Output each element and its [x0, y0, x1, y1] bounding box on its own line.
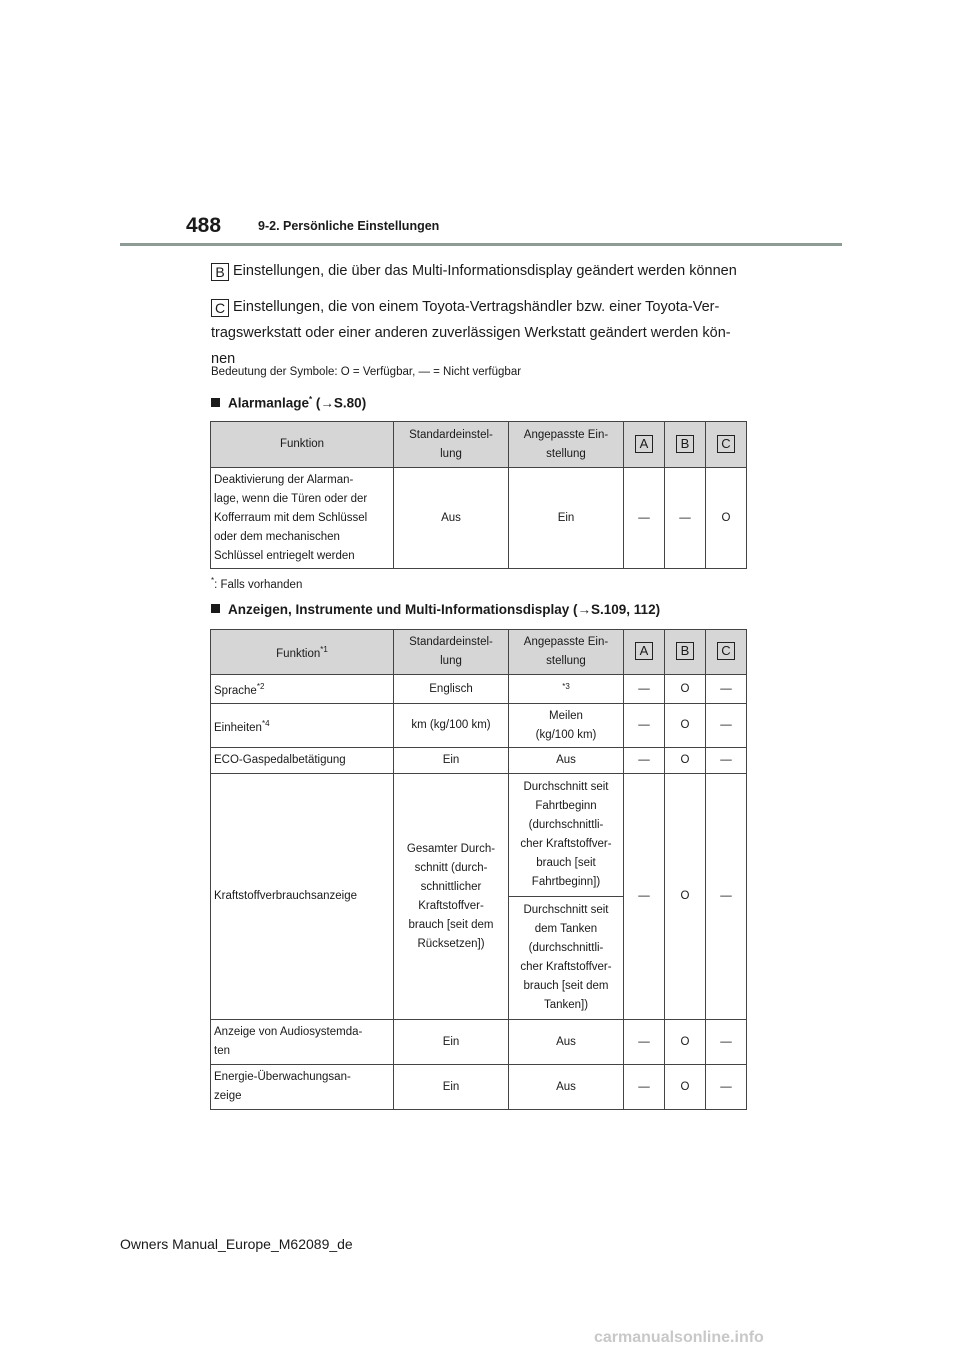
- box-a-icon: A: [635, 435, 653, 453]
- col-funktion: Funktion$^{*1}$: [211, 630, 394, 675]
- alarm-table: [210, 421, 747, 569]
- bullet-square-icon: [211, 398, 220, 407]
- col-b: [665, 422, 706, 468]
- bullet-square-icon: [211, 604, 220, 613]
- cell-b: O: [665, 1020, 706, 1065]
- alarm-ref: (→S.80): [312, 395, 367, 411]
- cell-c: O: [706, 468, 747, 569]
- cell-standard: Ein: [394, 1020, 509, 1065]
- paragraph-c-line1: Einstellungen, die von einem Toyota-Vertragshändler bzw. einer Toyota-Ver-: [233, 299, 720, 315]
- cell-angepasst: Meilen (kg/100 km): [509, 704, 624, 748]
- cell-angepasst: Ein: [509, 468, 624, 569]
- paragraph-b: [211, 261, 771, 281]
- cell-c: —: [706, 748, 747, 774]
- cell-angepasst: Aus: [509, 1020, 624, 1065]
- col-a: [624, 422, 665, 468]
- col-angepasst: Angepasste Ein- stellung: [509, 422, 624, 468]
- col-a: [624, 630, 665, 675]
- cell-standard: Gesamter Durch- schnitt (durch- schnittlicher Kraftstoffver- brauch [seit dem Rücksetzen]): [394, 774, 509, 1020]
- cell-funktion: Deaktivierung der Alarman- lage, wenn die Türen oder der Kofferraum mit dem Schlüssel oder dem mechanischen Schlüssel entriegelt werden: [211, 468, 394, 569]
- box-c-icon: C: [717, 435, 735, 453]
- section-display-heading: [211, 602, 660, 617]
- display-table: [210, 629, 747, 1110]
- cell-angepasst: *3: [509, 675, 624, 704]
- cell-c: —: [706, 1020, 747, 1065]
- table-row: [211, 675, 747, 704]
- box-b-icon: B: [676, 435, 694, 453]
- col-standard: Standardeinstel- lung: [394, 630, 509, 675]
- paragraph-c: [211, 294, 771, 372]
- header-rule: [120, 243, 842, 246]
- alarm-title: Alarmanlage: [228, 395, 310, 411]
- cell-standard: Aus: [394, 468, 509, 569]
- box-b-icon: B: [676, 642, 694, 660]
- footnote: *: Falls vorhanden: [211, 576, 303, 591]
- cell-angepasst: Aus: [509, 748, 624, 774]
- cell-angepasst: Aus: [509, 1065, 624, 1110]
- footer-text: Owners Manual_Europe_M62089_de: [120, 1236, 353, 1252]
- cell-b: O: [665, 675, 706, 704]
- watermark: carmanualsonline.info: [594, 1329, 764, 1346]
- alarm-sup: *: [309, 395, 313, 404]
- display-title: Anzeigen, Instrumente und Multi-Informationsdisplay: [228, 602, 570, 617]
- cell-c: —: [706, 774, 747, 1020]
- cell-standard: km (kg/100 km): [394, 704, 509, 748]
- cell-b: O: [665, 1065, 706, 1110]
- col-angepasst: Angepasste Ein- stellung: [509, 630, 624, 675]
- col-b: [665, 630, 706, 675]
- cell-funktion: Anzeige von Audiosystemda- ten: [211, 1020, 394, 1065]
- box-a-icon: A: [635, 642, 653, 660]
- table-row: [211, 468, 747, 569]
- symbol-legend: Bedeutung der Symbole: O = Verfügbar, — = Nicht verfügbar: [211, 366, 522, 378]
- box-b-icon: B: [211, 263, 229, 281]
- cell-funktion: Kraftstoffverbrauchsanzeige: [211, 774, 394, 1020]
- col-c: [706, 630, 747, 675]
- cell-funktion: Einheiten$^{*4}$: [211, 704, 394, 748]
- box-c-icon: C: [211, 299, 229, 317]
- table-row: [211, 704, 747, 748]
- section-alarm-heading: [211, 395, 366, 411]
- cell-standard: Ein: [394, 1065, 509, 1110]
- cell-a: —: [624, 704, 665, 748]
- cell-a: —: [624, 748, 665, 774]
- cell-b: —: [665, 468, 706, 569]
- col-funktion: Funktion: [211, 422, 394, 468]
- cell-c: —: [706, 704, 747, 748]
- section-title: 9-2. Persönliche Einstellungen: [258, 219, 440, 233]
- paragraph-c-line2: tragswerkstatt oder einer anderen zuverlässigen Werkstatt geändert werden kön-: [211, 325, 731, 341]
- cell-a: —: [624, 468, 665, 569]
- paragraph-c-line3: nen: [211, 351, 236, 367]
- cell-b: O: [665, 748, 706, 774]
- cell-funktion: ECO-Gaspedalbetätigung: [211, 748, 394, 774]
- cell-b: O: [665, 704, 706, 748]
- cell-c: —: [706, 675, 747, 704]
- cell-funktion: Energie-Überwachungsan- zeige: [211, 1065, 394, 1110]
- cell-a: —: [624, 675, 665, 704]
- cell-c: —: [706, 1065, 747, 1110]
- table-row: [211, 774, 747, 897]
- table-row: [211, 748, 747, 774]
- box-c-icon: C: [717, 642, 735, 660]
- page-number: 488: [186, 214, 222, 237]
- cell-funktion: Sprache$^{*2}$: [211, 675, 394, 704]
- paragraph-b-text: Einstellungen, die über das Multi-Informationsdisplay geändert werden können: [233, 263, 737, 279]
- col-standard: Standardeinstel- lung: [394, 422, 509, 468]
- display-ref: (→S.109, 112): [569, 602, 661, 617]
- cell-angepasst: Durchschnitt seit Fahrtbeginn (durchschnittli- cher Kraftstoffver- brauch [seit Fahrtbeginn]): [509, 774, 624, 897]
- col-c: [706, 422, 747, 468]
- table-row: [211, 1065, 747, 1110]
- cell-a: —: [624, 774, 665, 1020]
- cell-standard: Ein: [394, 748, 509, 774]
- cell-a: —: [624, 1065, 665, 1110]
- table-row: [211, 1020, 747, 1065]
- cell-standard: Englisch: [394, 675, 509, 704]
- cell-angepasst: Durchschnitt seit dem Tanken (durchschnittli- cher Kraftstoffver- brauch [seit dem Tanken]): [509, 897, 624, 1020]
- cell-a: —: [624, 1020, 665, 1065]
- cell-b: O: [665, 774, 706, 1020]
